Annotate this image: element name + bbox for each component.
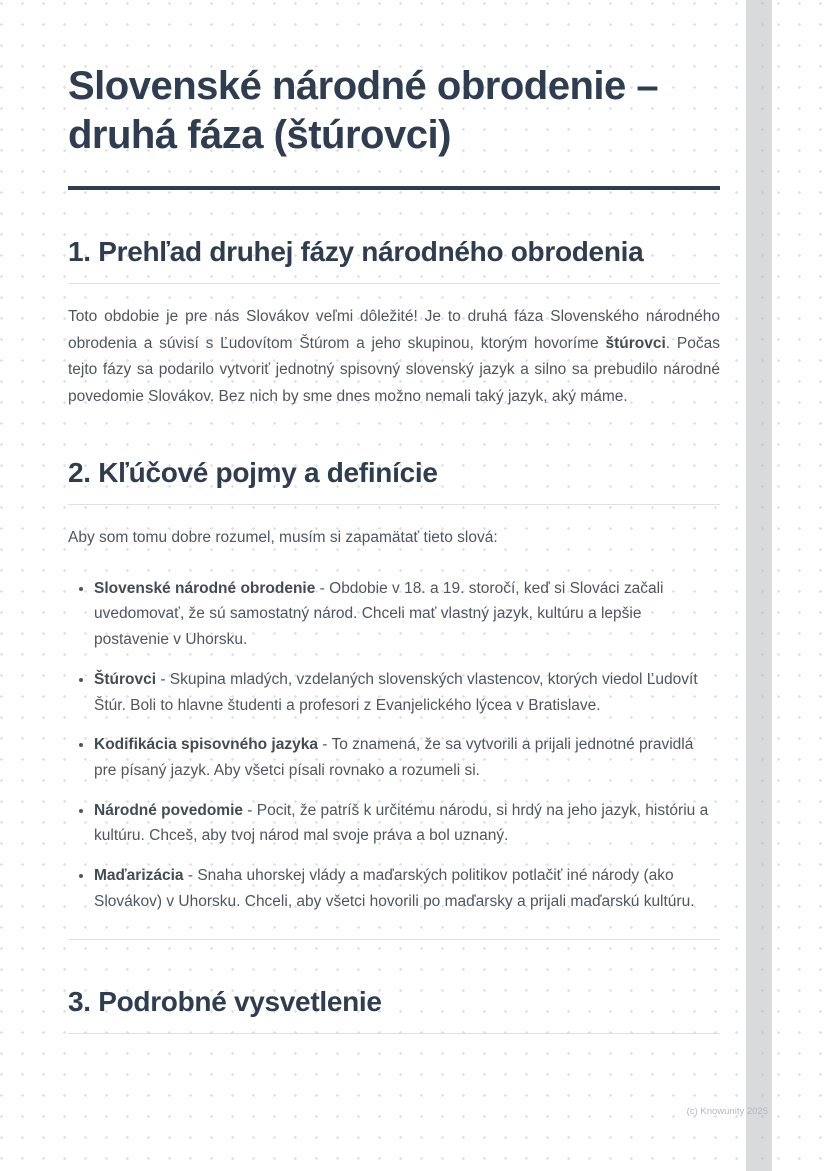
section-overview: [68, 234, 720, 411]
terms-list: [68, 576, 720, 915]
list-item: [94, 667, 720, 718]
section-1-paragraph: [68, 304, 720, 411]
page-title: Slovenské národné obrodenie – druhá fáza (štúrovci): [68, 64, 659, 157]
section-2-heading: 2. Kľúčové pojmy a definície: [68, 455, 720, 505]
section-3-heading: 3. Podrobné vysvetlenie: [68, 984, 720, 1034]
term-definition: - Snaha uhorskej vlády a maďarských politikov potlačiť iné národy (ako Slovákov) v Uhorsku. Chceli, aby všetci hovorili po maďarsky a prijali maďarskú kultúru.: [94, 867, 695, 910]
copyright-footer: (c) Knowunity 2025: [686, 1106, 768, 1117]
term-definition: - Pocit, že patríš k určitému národu, si hrdý na jeho jazyk, históriu a kultúru. Chceš, aby tvoj národ mal svoje práva a bol uznaný.: [94, 801, 709, 845]
term-name: Kodifikácia spisovného jazyka: [94, 736, 318, 754]
section-key-terms: [68, 455, 720, 940]
term-name: Slovenské národné obrodenie: [94, 579, 316, 597]
list-item: [94, 863, 720, 914]
title-divider: [68, 186, 720, 190]
list-item: [94, 576, 720, 653]
term-name: Maďarizácia: [94, 867, 184, 885]
section-2-intro: Aby som tomu dobre rozumel, musím si zapamätať tieto slová:: [68, 529, 498, 546]
page-margin-strip: [746, 0, 772, 1171]
highlighted-term: štúrovci: [605, 334, 666, 352]
term-name: Štúrovci: [94, 670, 157, 688]
list-item: [94, 732, 720, 783]
list-item: [94, 798, 720, 849]
document-content: [68, 62, 720, 1034]
section-1-heading: 1. Prehľad druhej fázy národného obrodenia: [68, 234, 720, 284]
term-definition: - Skupina mladých, vzdelaných slovenských vlastencov, ktorých viedol Ľudovít Štúr. Boli to hlavne študenti a profesori z Evanjelického lýcea v Bratislave.: [94, 670, 698, 714]
term-definition: - Obdobie v 18. a 19. storočí, keď si Slováci začali uvedomovať, že sú samostatný národ. Chceli mať vlastný jazyk, kultúru a lepšie postavenie v Uhorsku.: [94, 579, 664, 649]
term-definition: - To znamená, že sa vytvorili a prijali jednotné pravidlá pre písaný jazyk. Aby všetci písali rovnako a rozumeli si.: [94, 736, 694, 779]
section-detail: [68, 984, 720, 1034]
paragraph-text-before: Toto obdobie je pre nás Slovákov veľmi dôležité! Je to druhá fáza Slovenského národného obrodenia a súvisí s Ľudovítom Štúrom a jeho skupinou, ktorým hovoríme: [68, 307, 720, 352]
section-divider: [68, 939, 720, 940]
term-name: Národné povedomie: [94, 801, 243, 819]
paragraph-text-after: . Počas tejto fázy sa podarilo vytvoriť jednotný spisovný slovenský jazyk a silno sa prebudilo národné povedomie Slovákov. Bez nich by sme dnes možno nemali taký jazyk, aký máme.: [68, 334, 720, 405]
